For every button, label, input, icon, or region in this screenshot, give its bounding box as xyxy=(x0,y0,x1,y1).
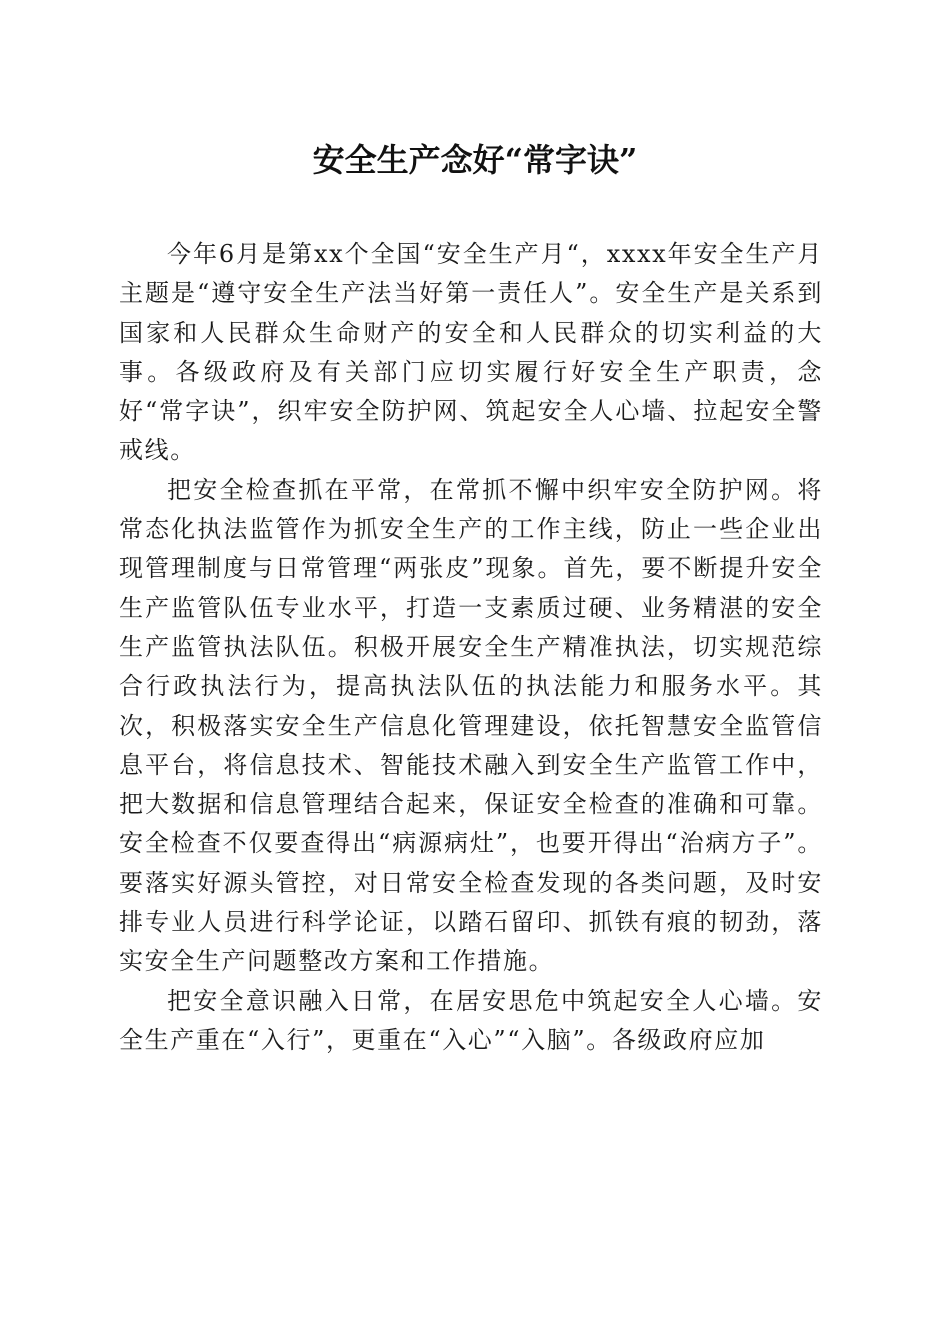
paragraph: 今年6月是第xx个全国“安全生产月“，xxxx年安全生产月主题是“遵守安全生产法当好第一责任人”。安全生产是关系到国家和人民群众生命财产的安全和人民群众的切实利益的大事。各级政府及有关部门应切实履行好安全生产职责，念好“常字诀”，织牢安全防护网、筑起安全人心墙、拉起安全警戒线。 xyxy=(119,240,823,465)
document-title: 安全生产念好“常字诀” xyxy=(312,141,638,179)
document-body xyxy=(119,235,823,1060)
paragraph: 把安全检查抓在平常，在常抓不懈中织牢安全防护网。将常态化执法监管作为抓安全生产的工作主线，防止一些企业出现管理制度与日常管理“两张皮”现象。首先，要不断提升安全生产监管队伍专业水平，打造一支素质过硬、业务精湛的安全生产监管执法队伍。积极开展安全生产精准执法，切实规范综合行政执法行为，提高执法队伍的执法能力和服务水平。其次，积极落实安全生产信息化管理建设，依托智慧安全监管信息平台，将信息技术、智能技术融入到安全生产监管工作中，把大数据和信息管理结合起来，保证安全检查的准确和可靠。安全检查不仅要查得出“病源病灶”，也要开得出“治病方子”。要落实好源头管控，对日常安全检查发现的各类问题，及时安排专业人员进行科学论证，以踏石留印、抓铁有痕的韧劲，落实安全生产问题整改方案和工作措施。 xyxy=(119,475,823,976)
paragraph: 把安全意识融入日常，在居安思危中筑起安全人心墙。安全生产重在“入行”，更重在“入心”“入脑”。各级政府应加 xyxy=(119,986,823,1054)
